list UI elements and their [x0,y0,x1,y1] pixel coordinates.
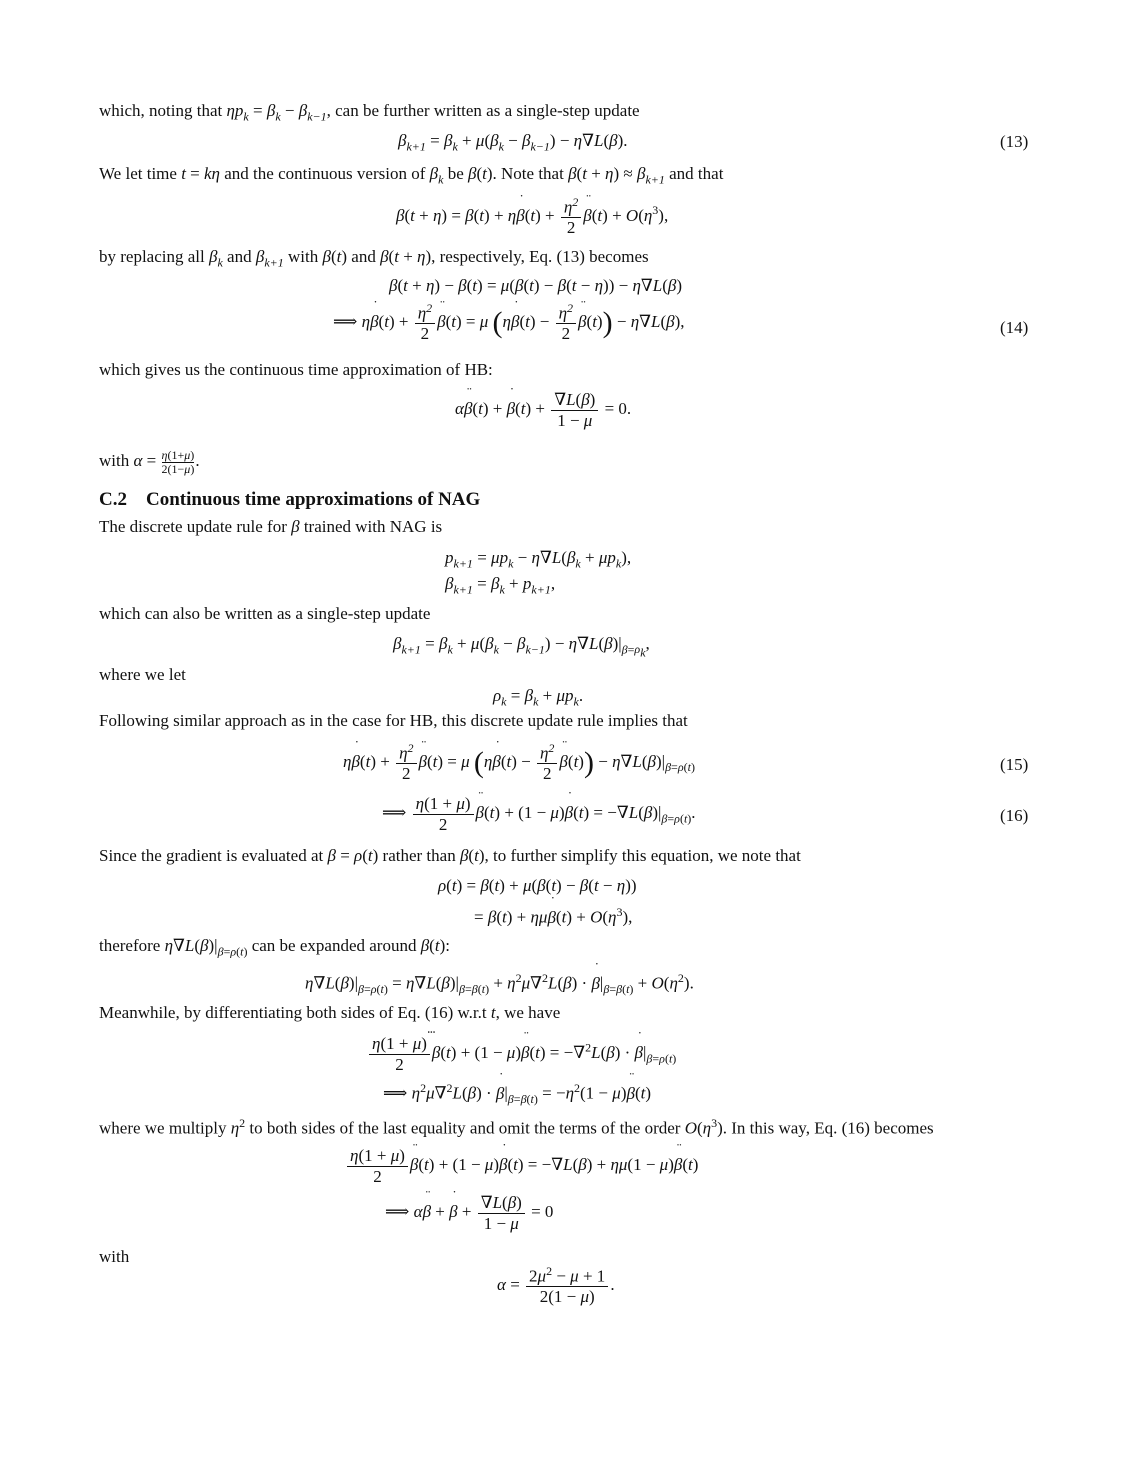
equation-14a: β(t + η) − β(t) = μ(β(t) − β(t − η)) − η∇L(β) [389,276,683,295]
equation-rho-t-2: = β(t) + ημ˙ $\beta(t) + O(\eta^3)$, [474,905,632,928]
text-line-gradient-evaluated: Since the gradient is evaluated at β = ρ(t) rather than β(t), to further simplify this equation, we note that [99,846,801,865]
equation-number-13: (13) [1000,132,1029,151]
equation-13: $\beta_{k+1} = \beta_k + \mu(\beta_k - \beta_{k-1}) - \eta\nabla L(\beta)$. [398,131,628,154]
equation-final-1: $\frac{\eta(1 + \mu)}{2}$ ¨ β(t) + (1 − μ)˙ β(t) = −∇L(β) + ημ(1 − μ)¨ β(t) [345,1146,698,1186]
text-line-therefore: therefore $\eta\nabla L(\beta)|_{\beta=\rho(t)}$ can be expanded around β(t): [99,936,450,959]
text-line-hb-approx: which gives us the continuous time approximation of HB: [99,360,493,379]
equation-hb-ode: α¨ β(t) + ˙ β(t) + $\frac{\nabla L(\beta)}{1 - \mu}$ = 0. [455,390,631,430]
text-line-meanwhile: Meanwhile, by differentiating both sides of Eq. (16) w.r.t t, we have [99,1003,561,1022]
equation-16: ⟹ $\frac{\eta(1 + \mu)}{2}$ ¨ β(t) + (1 − μ)˙ $\beta(t) = -\nabla L(\beta)|_{\beta=\rho(t)}$. [382,794,696,834]
equation-diff-1: $\frac{\eta(1 + \mu)}{2}$ ⃛ β(t) + (1 − μ)¨ β(t) = −∇$^2$L(β) · ˙ $\beta|_{\beta=\rho(t)}$ [367,1034,676,1074]
equation-diff-2: ⟹ $\eta^2\mu\nabla^2L(\beta)$ · ˙ $\beta|_{\beta=\beta(t)} = -\eta^2(1$ − μ)¨ β(t) [383,1081,651,1107]
equation-taylor: β(t + η) = β(t) + η˙ β(t) + $\frac{\eta^2}{2}$ ¨ $\beta(t) + O(\eta^3)$, [396,196,668,238]
equation-final-2: ⟹ α¨ β + ˙ β + $\frac{\nabla L(\beta)}{1 - \mu}$ = 0 [385,1193,553,1233]
text-line-nag-rule: The discrete update rule for β trained with NAG is [99,517,443,536]
equation-number-14: (14) [1000,318,1029,337]
equation-alpha-final: α = $\frac{2\mu^2 - \mu + 1}{2(1 - \mu)}$ . [497,1264,615,1307]
equation-nag-single: $\beta_{k+1} = \beta_k + \mu(\beta_k - \beta_{k-1}) - \eta\nabla L(\beta)|_{\beta=\rho_k}$, [393,634,650,660]
text-line-with: with [99,1247,130,1266]
equation-nag-momentum: $p_{k+1} = \mu p_k - \eta\nabla L(\beta_k + \mu p_k)$, [445,548,632,571]
equation-number-16: (16) [1000,806,1029,825]
equation-rho-t-1: ρ(t) = β(t) + μ(β(t) − β(t − η)) [438,876,637,895]
equation-15: η˙ β(t) + $\frac{\eta^2}{2}$ ¨ β(t) = μ (η˙ β(t) − $\frac{\eta^2}{2}$ ¨ $\beta(t)) - \eta\nabla L(\beta)|_{\beta=\rho(t)}$ [343,742,695,784]
section-heading: C.2 Continuous time approximations of NAG [99,489,481,510]
equation-expansion: $\eta\nabla L(\beta)|_{\beta=\rho(t)} = \eta\nabla L(\beta)|_{\beta=\beta(t)} + \eta^2\mu\nabla^2L(\beta)$ · ˙ $\beta|_{\beta=\beta(t)} + O(\eta^2)$. [305,971,694,997]
text-line-where-let: where we let [99,665,186,684]
text-line-multiply: where we multiply $\eta^2$ to both sides of the last equality and omit the terms of the order $O(\eta^3)$. In this way, Eq. (16) becomes [99,1116,934,1138]
equation-rho: $\rho_k = \beta_k + \mu p_k$. [493,686,584,709]
text-line-time: We let time t = kη and the continuous version of $\beta_k$ be β(t). Note that $\beta(t + \eta) \approx \beta_{k+1}$ and that [99,164,724,187]
text-line-following: Following similar approach as in the case for HB, this discrete update rule implies that [99,711,688,730]
equation-nag-param: $\beta_{k+1} = \beta_k + p_{k+1}$, [445,574,556,597]
equation-14b: ⟹ η˙ β(t) + $\frac{\eta^2}{2}$ ¨ β(t) = μ (η˙ β(t) − $\frac{\eta^2}{2}$ ¨ β(t)) − η∇L(β), [333,302,685,344]
text-line-alpha-hb: with α = $\frac{\eta(1+\mu)}{2(1-\mu)}$ . [99,448,200,476]
text-line-replacing: by replacing all $\beta_k$ and $\beta_{k+1}$ with β(t) and β(t + η), respectively, Eq. (13) becomes [99,247,649,270]
equation-number-15: (15) [1000,755,1029,774]
text-line-noting: which, noting that $\eta p_k = \beta_k - \beta_{k-1}$, can be further written as a single-step update [99,101,640,124]
text-line-single-step: which can also be written as a single-step update [99,604,431,623]
